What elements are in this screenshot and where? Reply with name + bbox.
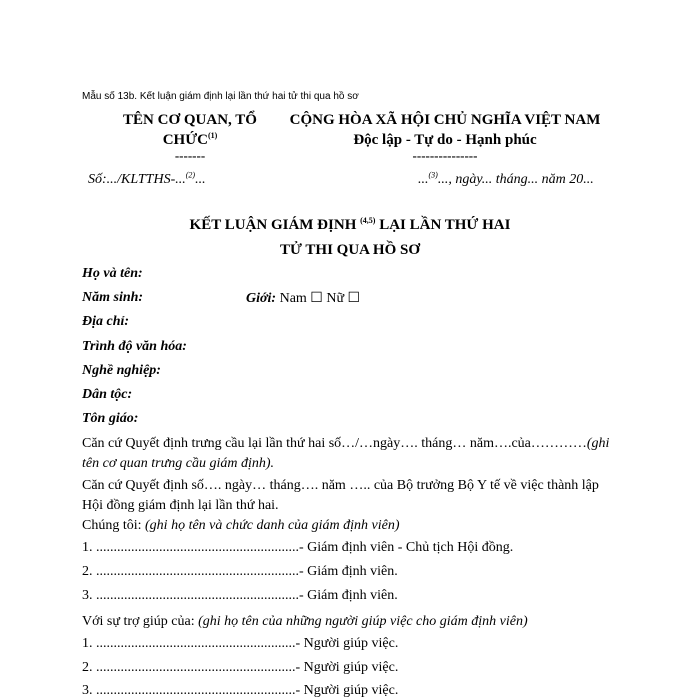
ethnicity-field: Dân tộc: xyxy=(82,387,133,402)
document-title xyxy=(0,217,700,234)
assistant-line: 1. .........................................................- Người giúp việc. xyxy=(82,636,399,651)
basis-1-note: (ghi tên cơ quan trưng cầu giám định). xyxy=(82,436,610,471)
name-field: Họ và tên: xyxy=(82,266,143,281)
document-date xyxy=(418,172,594,188)
gender-label: Giới: xyxy=(246,291,277,306)
form-code: Mẫu số 13b. Kết luận giám định lại lần thứ hai tử thi qua hồ sơ xyxy=(82,91,359,102)
gender-field xyxy=(246,290,360,307)
note-4-5: (4,5) xyxy=(360,216,376,225)
basis-1-text: Căn cứ Quyết định trưng cầu lại lần thứ hai số…/…ngày…. tháng… năm….của………… xyxy=(82,436,587,451)
note-2: (2) xyxy=(185,170,196,180)
assistant-line: 3. .........................................................- Người giúp việc. xyxy=(82,683,399,698)
national-motto: Độc lập - Tự do - Hạnh phúc xyxy=(353,132,537,148)
gender-options: Nam ☐ Nữ ☐ xyxy=(279,291,361,306)
basis-paragraph-1 xyxy=(82,434,617,474)
document-date-lead: ... xyxy=(418,172,429,187)
examiner-line: 1. ..........................................................- Giám định viên - Chủ tịch Hội đồng. xyxy=(82,540,514,555)
agency-divider: ------- xyxy=(174,148,206,163)
document-number-text: Số:.../KLTTHS-... xyxy=(88,172,186,187)
title-part1: KẾT LUẬN GIÁM ĐỊNH xyxy=(189,217,357,233)
examiners-intro xyxy=(82,516,617,536)
assistants-intro-note: (ghi họ tên của những người giúp việc cho giám định viên) xyxy=(198,614,528,629)
examiners-intro-text: Chúng tôi: xyxy=(82,518,146,533)
religion-field: Tôn giáo: xyxy=(82,411,139,426)
education-field: Trình độ văn hóa: xyxy=(82,339,187,354)
document-number xyxy=(88,172,206,188)
note-1: (1) xyxy=(207,131,218,140)
assistants-intro-text: Với sự trợ giúp của: xyxy=(82,614,199,629)
birth-year-field: Năm sinh: xyxy=(82,290,144,305)
assistant-line: 2. .........................................................- Người giúp việc. xyxy=(82,660,399,675)
examiner-line: 2. ..........................................................- Giám định viên. xyxy=(82,564,398,579)
agency-name-line2: CHỨC xyxy=(162,132,208,148)
assistants-intro xyxy=(82,612,617,632)
national-header xyxy=(276,110,614,162)
agency-name-line1: TÊN CƠ QUAN, TỔ xyxy=(123,112,257,128)
document-date-text: ..., ngày... tháng... năm 20... xyxy=(437,172,594,187)
document-subtitle: TỬ THI QUA HỒ SƠ xyxy=(279,242,421,258)
title-part2: LẠI LẦN THỨ HAI xyxy=(379,217,511,233)
examiner-line: 3. ..........................................................- Giám định viên. xyxy=(82,588,398,603)
national-title: CỘNG HÒA XÃ HỘI CHỦ NGHĨA VIỆT NAM xyxy=(289,112,601,128)
basis-paragraph-2: Căn cứ Quyết định số…. ngày… tháng…. năm ….. của Bộ trưởng Bộ Y tế về việc thành lập Hội đồng giám định lại lần thứ hai. xyxy=(82,478,599,513)
national-divider: --------------- xyxy=(412,148,478,163)
note-3: (3) xyxy=(428,170,438,180)
address-field: Địa chỉ: xyxy=(82,314,130,329)
document-number-tail: ... xyxy=(195,172,206,187)
occupation-field: Nghề nghiệp: xyxy=(82,363,161,378)
examiners-intro-note: (ghi họ tên và chức danh của giám định viên) xyxy=(145,518,400,533)
agency-header xyxy=(90,110,290,162)
